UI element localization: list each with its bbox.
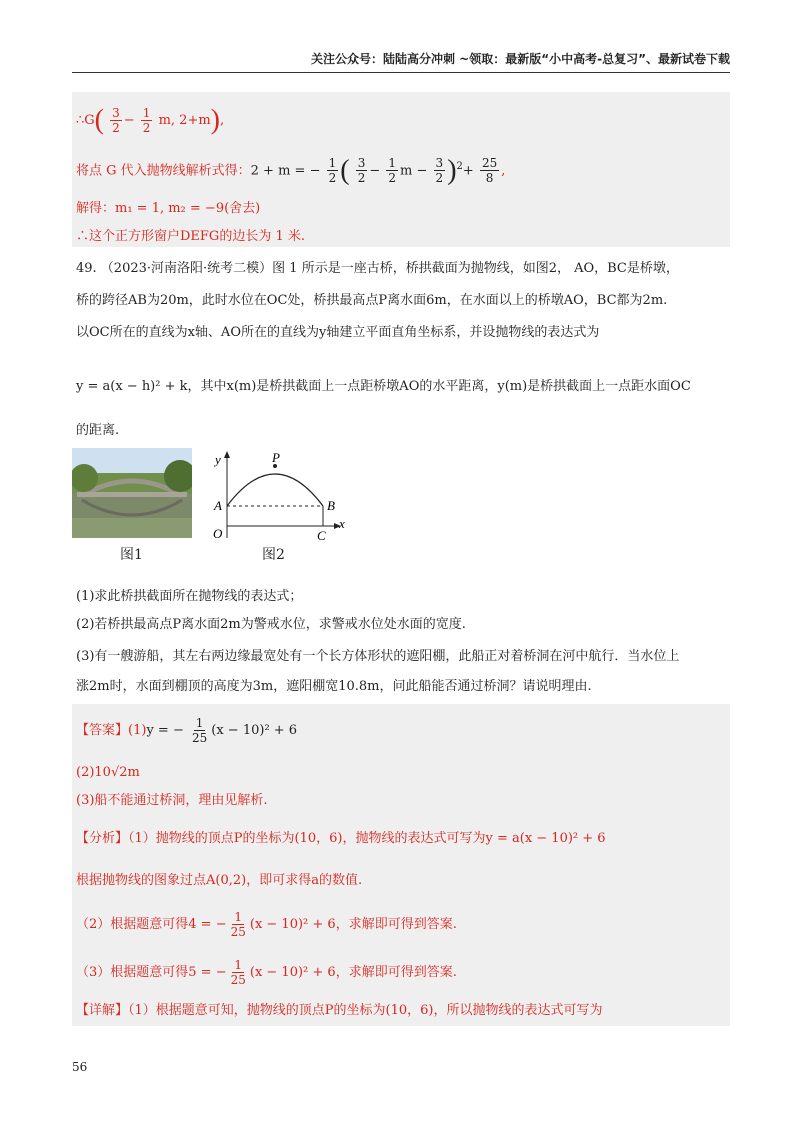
answer-line-2: (2)10√2m <box>76 765 140 780</box>
answer-line-3: (3)船不能通过桥洞，理由见解析. <box>76 793 268 808</box>
label-y: y <box>215 452 221 467</box>
label-o: O <box>213 526 223 541</box>
question-2: (2)若桥拱最高点P离水面2m为警戒水位，求警戒水位处水面的宽度. <box>76 617 466 632</box>
solution-line-g: ∴G( $\frac{3}{2}$ − $\frac{1}{2}$ m, 2+m), <box>76 104 225 136</box>
problem-line-4: y = a(x − h)² + k，其中x(m)是桥拱截面上一点距桥墩AO的水平距离，y(m)是桥拱截面上一点距水面OC <box>76 379 691 394</box>
problem-line-1: 49. （2023·河南洛阳·统考二模）图 1 所示是一座古桥，桥拱截面为抛物线，如图2， AO，BC是桥墩， <box>76 261 679 276</box>
solution-line-substitute: 将点 G 代入抛物线解析式得：2 + m = − $\frac{1}{2}$ ( $\frac{3}{2}$ − $\frac{1}{2}$ m − $\frac{3}{2}$ )$^2$+ $\frac{25}{8}$ , <box>76 154 506 186</box>
page-number: 56 <box>72 1060 88 1074</box>
figure-2-caption: 图2 <box>262 547 285 563</box>
solution-line-conclusion: ∴这个正方形窗户DEFG的边长为 1 米. <box>76 229 305 244</box>
figure-1-caption: 图1 <box>120 547 143 563</box>
header-divider <box>72 72 730 73</box>
answer-line-1: 【答案】(1)y = − $\frac{1}{25}$ (x − 10)² + 6 <box>76 716 298 745</box>
analysis-line-4: （3）根据题意可得5 = − $\frac{1}{25}$ (x − 10)² + 6，求解即可得到答案. <box>76 958 457 987</box>
label-b: B <box>327 498 335 513</box>
detail-line-1: 【详解】（1）根据题意可知，抛物线的顶点P的坐标为(10，6)，所以抛物线的表达式可写为 <box>76 1003 603 1018</box>
y-axis-arrow <box>224 451 230 458</box>
problem-line-3: 以OC所在的直线为x轴、AO所在的直线为y轴建立平面直角坐标系，并设抛物线的表达式为 <box>76 325 600 340</box>
problem-line-5: 的距离. <box>76 423 120 438</box>
parabola-arch <box>227 474 323 506</box>
problem-line-2: 桥的跨径AB为20m，此时水位在OC处，桥拱最高点P离水面6m，在水面以上的桥墩AO，BC都为2m. <box>76 293 668 308</box>
label-c: C <box>317 528 326 543</box>
question-3-line-2: 涨2m时，水面到棚顶的高度为3m，遮阳棚宽10.8m，问此船能否通过桥洞？请说明理由. <box>76 679 592 694</box>
label-p: P <box>272 450 280 465</box>
question-3-line-1: (3)有一艘游船，其左右两边缘最宽处有一个长方体形状的遮阳棚，此船正对着桥洞在河中航行．当水位上 <box>76 649 680 664</box>
analysis-line-1: 【分析】（1）抛物线的顶点P的坐标为(10，6)，抛物线的表达式可写为y = a(x − 10)² + 6 <box>76 831 606 846</box>
page-header: 关注公众号：陆陆高分冲刺 ~领取：最新版“小中高考-总复习”、最新试卷下载 <box>311 52 730 66</box>
question-1: (1)求此桥拱截面所在抛物线的表达式； <box>76 589 303 604</box>
analysis-line-3: （2）根据题意可得4 = − $\frac{1}{25}$ (x − 10)² + 6，求解即可得到答案. <box>76 910 457 939</box>
label-x: x <box>339 516 345 531</box>
coordinate-diagram <box>205 448 350 543</box>
bridge-photo <box>72 448 192 538</box>
label-a: A <box>214 498 222 513</box>
analysis-line-2: 根据抛物线的图象过点A(0,2)，即可求得a的数值. <box>76 873 363 888</box>
solution-line-solve: 解得：m₁ = 1, m₂ = −9(舍去) <box>76 201 261 216</box>
